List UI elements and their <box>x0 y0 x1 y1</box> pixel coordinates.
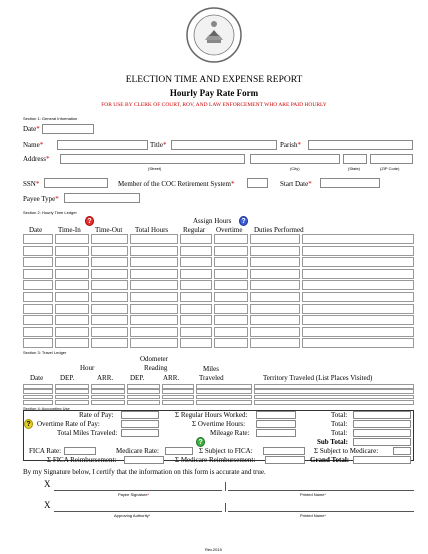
medicare-rate-field[interactable] <box>165 447 193 455</box>
travel-ledger-cell[interactable] <box>196 400 252 405</box>
time-ledger-cell[interactable] <box>23 338 53 348</box>
printed-name-caption-2: Printed Name* <box>300 513 327 518</box>
street-caption: (Street) <box>148 166 162 171</box>
total3-field[interactable] <box>353 429 411 437</box>
time-ledger-cell[interactable] <box>55 280 89 290</box>
time-ledger-cell[interactable] <box>55 257 89 267</box>
section4-heading: Section 4: Accounting Use <box>23 406 70 411</box>
rate-of-pay-label: Rate of Pay: <box>79 411 114 419</box>
total-miles-label: Total Miles Traveled: <box>57 429 118 437</box>
ssn-label: SSN* <box>23 180 40 188</box>
state-seal-icon <box>185 6 243 64</box>
total2-field[interactable] <box>353 420 411 428</box>
overtime-rate-label: Overtime Rate of Pay: <box>37 420 100 428</box>
time-ledger-cell[interactable] <box>180 304 212 314</box>
travel-ledger-cell[interactable] <box>91 400 125 405</box>
certify-text: By my Signature below, I certify that the information on this form is accurate and true. <box>23 468 266 476</box>
parish-field[interactable] <box>308 140 413 150</box>
overtime-rate-field[interactable] <box>121 420 159 428</box>
travel-ledger-cell[interactable] <box>127 395 160 400</box>
time-ledger-cell[interactable] <box>180 246 212 256</box>
time-ledger-cell[interactable] <box>91 257 128 267</box>
time-ledger-cell[interactable] <box>23 269 53 279</box>
travel-ledger-cell[interactable] <box>91 384 125 389</box>
approving-authority-line[interactable] <box>54 511 222 512</box>
state-field[interactable] <box>343 154 367 164</box>
travel-ledger-cell[interactable] <box>127 400 160 405</box>
state-caption: (State) <box>348 166 361 171</box>
travel-ledger-cell[interactable] <box>55 384 89 389</box>
time-ledger-cell[interactable] <box>130 292 178 302</box>
travel-ledger-cell[interactable] <box>23 395 53 400</box>
grand-total-label: Grand Total: <box>310 456 350 464</box>
travel-col-dep1: DEP. <box>60 374 75 382</box>
time-ledger-cell[interactable] <box>130 338 178 348</box>
travel-ledger-cell[interactable] <box>91 389 125 394</box>
time-ledger-cell[interactable] <box>250 327 300 337</box>
question-mark-icon[interactable]: ? <box>196 437 205 447</box>
time-ledger-cell[interactable] <box>23 304 53 314</box>
retirement-field[interactable] <box>247 178 268 188</box>
subject-fica-label: Σ Subject to FICA: <box>199 447 253 455</box>
travel-ledger-cell[interactable] <box>23 384 53 389</box>
ssn-field[interactable] <box>44 178 108 188</box>
signature-divider-2 <box>225 503 226 512</box>
time-ledger-cell[interactable] <box>23 257 53 267</box>
payee-signature-caption: Payee Signature* <box>118 492 150 497</box>
payee-type-label: Payee Type* <box>23 195 59 203</box>
total3-label: Total: <box>331 429 348 437</box>
travel-ledger-cell[interactable] <box>55 395 89 400</box>
time-ledger-col-5: Overtime <box>216 226 243 234</box>
time-ledger-cell[interactable] <box>250 280 300 290</box>
mileage-rate-field[interactable] <box>256 429 296 437</box>
question-mark-icon[interactable]: ? <box>239 216 248 226</box>
zip-caption: (ZIP Code) <box>380 166 400 171</box>
travel-ledger-cell[interactable] <box>55 389 89 394</box>
time-ledger-cell[interactable] <box>214 327 248 337</box>
travel-ledger-cell[interactable] <box>162 389 194 394</box>
street-field[interactable] <box>60 154 245 164</box>
travel-ledger-cell[interactable] <box>196 395 252 400</box>
hour-label: Hour <box>80 364 95 372</box>
medicare-reimb-field[interactable] <box>265 456 305 464</box>
payee-type-field[interactable] <box>64 193 140 203</box>
time-ledger-cell[interactable] <box>302 234 414 244</box>
time-ledger-cell[interactable] <box>55 292 89 302</box>
time-ledger-cell[interactable] <box>23 292 53 302</box>
name-field[interactable] <box>57 140 148 150</box>
time-ledger-cell[interactable] <box>130 280 178 290</box>
time-ledger-cell[interactable] <box>55 304 89 314</box>
time-ledger-cell[interactable] <box>130 269 178 279</box>
total2-label: Total: <box>331 420 348 428</box>
form-subtitle: Hourly Pay Rate Form <box>169 88 259 98</box>
travel-ledger-cell[interactable] <box>127 384 160 389</box>
form-notice: FOR USE BY CLERK OF COURT, ROV, AND LAW ENFORCEMENT WHO ARE PAID HOURLY <box>101 102 327 108</box>
time-ledger-cell[interactable] <box>250 315 300 325</box>
time-ledger-cell[interactable] <box>130 315 178 325</box>
travel-ledger-cell[interactable] <box>162 395 194 400</box>
fica-rate-label: FICA Rate: <box>29 447 62 455</box>
time-ledger-cell[interactable] <box>302 304 414 314</box>
time-ledger-cell[interactable] <box>180 315 212 325</box>
time-ledger-cell[interactable] <box>130 327 178 337</box>
time-ledger-cell[interactable] <box>250 304 300 314</box>
time-ledger-cell[interactable] <box>214 292 248 302</box>
time-ledger-cell[interactable] <box>91 234 128 244</box>
travel-col-arr1: ARR. <box>97 374 114 382</box>
city-caption: (City) <box>290 166 300 171</box>
time-ledger-cell[interactable] <box>55 338 89 348</box>
time-ledger-cell[interactable] <box>250 246 300 256</box>
assign-hours-label: Assign Hours <box>193 217 232 225</box>
sum-regular-label: Σ Regular Hours Worked: <box>175 411 248 419</box>
time-ledger-cell[interactable] <box>23 315 53 325</box>
time-ledger-cell[interactable] <box>91 338 128 348</box>
time-ledger-cell[interactable] <box>250 338 300 348</box>
time-ledger-col-6: Duties Performed <box>254 226 304 234</box>
question-mark-icon[interactable]: ? <box>24 419 33 429</box>
section1-heading: Section 1: General Information <box>23 116 78 121</box>
x-mark-2: X <box>44 500 51 510</box>
time-ledger-cell[interactable] <box>214 280 248 290</box>
medicare-reimb-label: Σ Medicare Reimbursement: <box>175 456 256 464</box>
travel-ledger-cell[interactable] <box>162 400 194 405</box>
medicare-rate-label: Medicare Rate: <box>116 447 159 455</box>
time-ledger-cell[interactable] <box>302 338 414 348</box>
travel-ledger-cell[interactable] <box>254 395 414 400</box>
fica-reimb-label: Σ FICA Reimbursement: <box>47 456 117 464</box>
time-ledger-cell[interactable] <box>55 315 89 325</box>
parish-label: Parish* <box>280 141 301 149</box>
printed-name-line-1[interactable] <box>228 490 414 491</box>
total1-label: Total: <box>331 411 348 419</box>
travel-ledger-cell[interactable] <box>162 384 194 389</box>
travel-col-arr2: ARR. <box>163 374 180 382</box>
sum-regular-field[interactable] <box>256 411 296 419</box>
time-ledger-cell[interactable] <box>214 246 248 256</box>
time-ledger-cell[interactable] <box>180 292 212 302</box>
travel-ledger-cell[interactable] <box>254 384 414 389</box>
travel-ledger-cell[interactable] <box>196 389 252 394</box>
travel-ledger-cell[interactable] <box>196 384 252 389</box>
time-ledger-col-0: Date <box>29 226 43 234</box>
travel-ledger-cell[interactable] <box>23 400 53 405</box>
time-ledger-col-2: Time-Out <box>95 226 123 234</box>
time-ledger-cell[interactable] <box>250 269 300 279</box>
time-ledger-cell[interactable] <box>55 269 89 279</box>
grand-total-field[interactable] <box>353 456 411 464</box>
travel-col-date: Date <box>30 374 44 382</box>
time-ledger-cell[interactable] <box>130 257 178 267</box>
time-ledger-cell[interactable] <box>55 327 89 337</box>
travel-col-territory: Territory Traveled (List Places Visited) <box>263 374 373 382</box>
travel-ledger-cell[interactable] <box>254 400 414 405</box>
rate-of-pay-field[interactable] <box>121 411 159 419</box>
address-label: Address* <box>23 155 50 163</box>
travel-ledger-cell[interactable] <box>55 400 89 405</box>
date-label: Date* <box>23 125 40 133</box>
fica-rate-field[interactable] <box>64 447 96 455</box>
total-miles-field[interactable] <box>121 429 159 437</box>
time-ledger-cell[interactable] <box>91 280 128 290</box>
time-ledger-cell[interactable] <box>91 246 128 256</box>
time-ledger-cell[interactable] <box>302 292 414 302</box>
question-mark-icon[interactable]: ? <box>85 216 94 226</box>
time-ledger-cell[interactable] <box>214 338 248 348</box>
time-ledger-cell[interactable] <box>91 269 128 279</box>
time-ledger-col-4: Regular <box>183 226 206 234</box>
travel-ledger-cell[interactable] <box>254 389 414 394</box>
time-ledger-cell[interactable] <box>180 257 212 267</box>
time-ledger-cell[interactable] <box>55 234 89 244</box>
odometer-label: Odometer <box>140 355 168 363</box>
time-ledger-cell[interactable] <box>130 246 178 256</box>
start-date-label: Start Date* <box>280 180 312 188</box>
time-ledger-cell[interactable] <box>91 327 128 337</box>
time-ledger-cell[interactable] <box>91 304 128 314</box>
retirement-label: Member of the COC Retirement System* <box>118 180 235 188</box>
revision-label: Rev.2015 <box>205 547 222 552</box>
time-ledger-cell[interactable] <box>180 234 212 244</box>
time-ledger-cell[interactable] <box>23 280 53 290</box>
subject-medicare-field[interactable] <box>393 447 411 455</box>
signature-divider-1 <box>225 482 226 491</box>
time-ledger-cell[interactable] <box>214 315 248 325</box>
section2-heading: Section 2: Hourly Time Ledger <box>23 210 77 215</box>
time-ledger-cell[interactable] <box>302 269 414 279</box>
time-ledger-cell[interactable] <box>214 304 248 314</box>
payee-signature-line[interactable] <box>54 490 222 491</box>
printed-name-line-2[interactable] <box>228 511 414 512</box>
travel-ledger-cell[interactable] <box>91 395 125 400</box>
sum-overtime-label: Σ Overtime Hours: <box>192 420 246 428</box>
time-ledger-cell[interactable] <box>302 315 414 325</box>
miles-label: Miles <box>203 365 219 373</box>
approving-authority-caption: Approving Authority* <box>114 513 151 518</box>
time-ledger-cell[interactable] <box>180 327 212 337</box>
time-ledger-cell[interactable] <box>214 234 248 244</box>
time-ledger-cell[interactable] <box>302 257 414 267</box>
time-ledger-cell[interactable] <box>250 234 300 244</box>
time-ledger-cell[interactable] <box>130 304 178 314</box>
time-ledger-cell[interactable] <box>130 234 178 244</box>
time-ledger-cell[interactable] <box>250 257 300 267</box>
travel-col-traveled: Traveled <box>199 374 224 382</box>
time-ledger-cell[interactable] <box>91 292 128 302</box>
title-label: Title* <box>150 141 167 149</box>
time-ledger-cell[interactable] <box>180 269 212 279</box>
name-label: Name* <box>23 141 44 149</box>
subject-fica-field[interactable] <box>263 447 305 455</box>
time-ledger-cell[interactable] <box>302 280 414 290</box>
sub-total-label: Sub Total: <box>317 438 348 446</box>
time-ledger-cell[interactable] <box>180 280 212 290</box>
subject-medicare-label: Σ Subject to Medicare: <box>314 447 379 455</box>
travel-ledger-cell[interactable] <box>23 389 53 394</box>
time-ledger-col-1: Time-In <box>58 226 81 234</box>
time-ledger-cell[interactable] <box>302 327 414 337</box>
travel-ledger-cell[interactable] <box>127 389 160 394</box>
time-ledger-cell[interactable] <box>302 246 414 256</box>
mileage-rate-label: Mileage Rate: <box>210 429 250 437</box>
zip-field[interactable] <box>370 154 413 164</box>
city-field[interactable] <box>250 154 340 164</box>
printed-name-caption-1: Printed Name* <box>300 492 327 497</box>
sub-total-field[interactable] <box>353 438 411 446</box>
time-ledger-cell[interactable] <box>180 338 212 348</box>
reading-label: Reading <box>144 364 168 372</box>
time-ledger-cell[interactable] <box>23 234 53 244</box>
time-ledger-cell[interactable] <box>91 315 128 325</box>
title-field[interactable] <box>171 140 277 150</box>
time-ledger-col-3: Total Hours <box>135 226 169 234</box>
fica-reimb-field[interactable] <box>124 456 164 464</box>
time-ledger-cell[interactable] <box>55 246 89 256</box>
travel-col-dep2: DEP. <box>130 374 145 382</box>
time-ledger-cell[interactable] <box>23 327 53 337</box>
start-date-field[interactable] <box>320 178 380 188</box>
total1-field[interactable] <box>353 411 411 419</box>
time-ledger-cell[interactable] <box>23 246 53 256</box>
sum-overtime-field[interactable] <box>256 420 296 428</box>
form-title: ELECTION TIME AND EXPENSE REPORT <box>125 75 303 85</box>
section3-heading: Section 3: Travel Ledger <box>23 350 67 355</box>
time-ledger-cell[interactable] <box>214 257 248 267</box>
time-ledger-cell[interactable] <box>214 269 248 279</box>
date-field[interactable] <box>42 124 94 134</box>
x-mark-1: X <box>44 479 51 489</box>
time-ledger-cell[interactable] <box>250 292 300 302</box>
